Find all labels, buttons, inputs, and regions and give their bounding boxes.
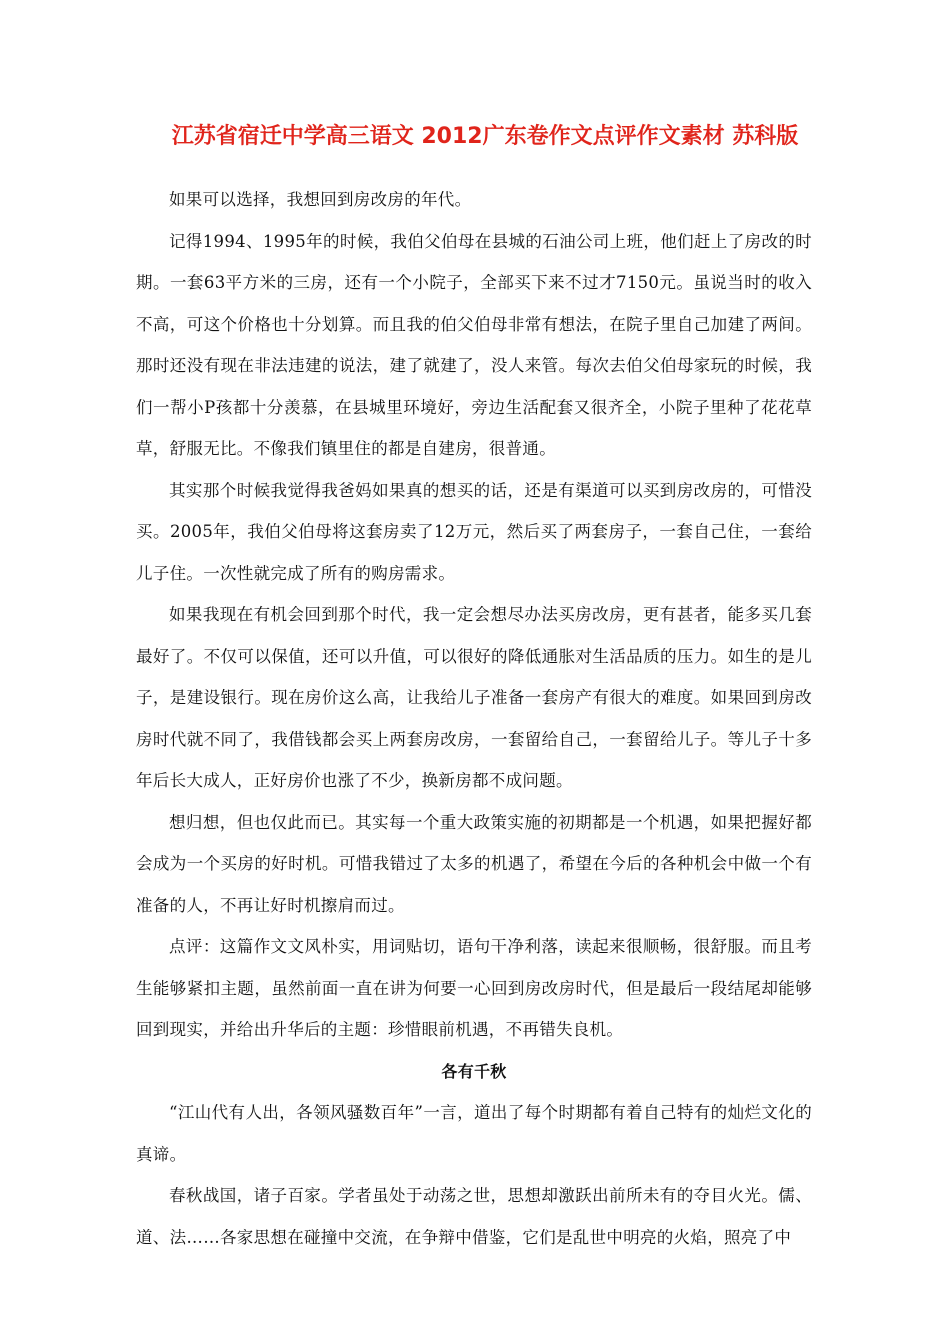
paragraph: “江山代有人出，各领风骚数百年”一言，道出了每个时期都有着自己特有的灿烂文化的真谛。 — [136, 1103, 812, 1164]
paragraph: 如果可以选择，我想回到房改房的年代。 — [169, 190, 472, 209]
paragraph: 其实那个时候我觉得我爸妈如果真的想买的话，还是有渠道可以买到房改房的，可惜没买。2005年，我伯父伯母将这套房卖了12万元，然后买了两套房子，一套自己住，一套给儿子住。一次性就完成了所有的购房需求。 — [136, 480, 812, 583]
paragraph: 如果我现在有机会回到那个时代，我一定会想尽办法买房改房，更有甚者，能多买几套最好了。不仅可以保值，还可以升值，可以很好的降低通胀对生活品质的压力。如生的是儿子，是建设银行。现在房价这么高，让我给儿子准备一套房产有很大的难度。如果回到房改房时代就不同了，我借钱都会买上两套房改房，一套留给自己，一套留给儿子。等儿子十多年后长大成人，正好房价也涨了不少，换新房都不成问题。 — [136, 605, 812, 790]
paragraph: 记得1994、1995年的时候，我伯父伯母在县城的石油公司上班，他们赶上了房改的时期。一套63平方米的三房，还有一个小院子，全部买下来不过才7150元。虽说当时的收入不高，可这个价格也十分划算。而且我的伯父伯母非常有想法，在院子里自己加建了两间。那时还没有现在非法违建的说法，建了就建了，没人来管。每次去伯父伯母家玩的时候，我们一帮小P孩都十分羡慕，在县城里环境好，旁边生活配套又很齐全，小院子里种了花花草草，舒服无比。不像我们镇里住的都是自建房，很普通。 — [136, 231, 812, 458]
paragraph: 春秋战国，诸子百家。学者虽处于动荡之世，思想却激跃出前所未有的夺目火光。儒、道、法……各家思想在碰撞中交流，在争辩中借鉴，它们是乱世中明亮的火焰，照亮了中 — [136, 1186, 812, 1247]
document-title: 江苏省宿迁中学高三语文 2012广东卷作文点评作文素材 苏科版 — [171, 124, 799, 149]
commentary-paragraph: 点评：这篇作文文风朴实，用词贴切，语句干净利落，读起来很顺畅，很舒服。而且考生能够紧扣主题，虽然前面一直在讲为何要一心回到房改房时代，但是最后一段结尾却能够回到现实，并给出升华后的主题：珍惜眼前机遇，不再错失良机。 — [136, 937, 812, 1039]
paragraph: 想归想，但也仅此而已。其实每一个重大政策实施的初期都是一个机遇，如果把握好都会成为一个买房的好时机。可惜我错过了太多的机遇了，希望在今后的各种机会中做一个有准备的人，不再让好时机擦肩而过。 — [136, 812, 812, 915]
section-heading: 各有千秋 — [441, 1061, 507, 1081]
document-body — [136, 179, 812, 1258]
